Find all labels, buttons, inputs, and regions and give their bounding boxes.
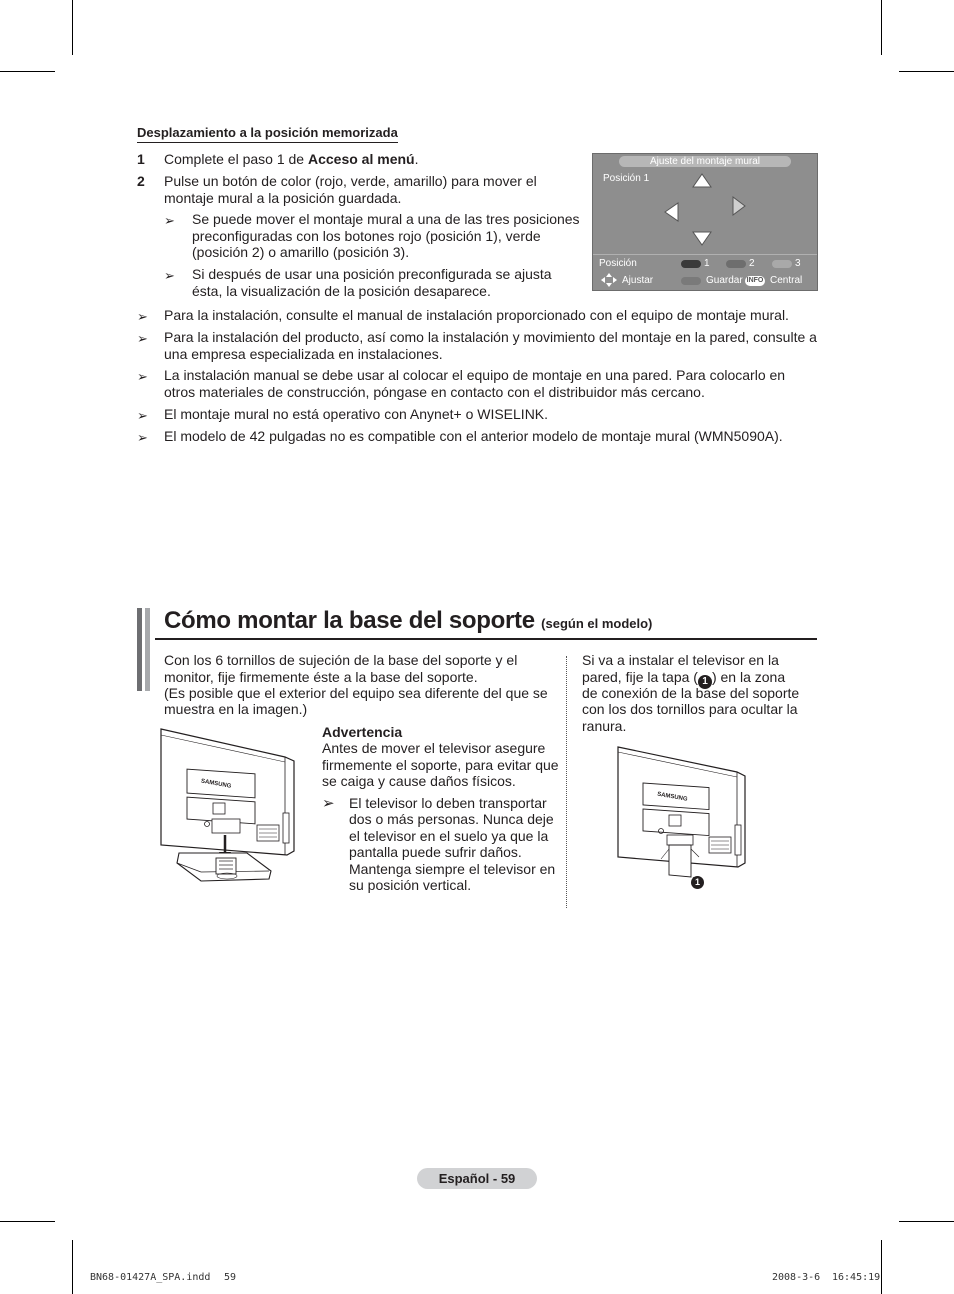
warning-note: pantalla puede sufrir daños. (349, 844, 522, 860)
note-text: (posición 2) o amarillo (posición 3). (192, 244, 410, 260)
note-text: El montaje mural no está operativo con Anynet+ o WISELINK. (164, 406, 549, 422)
note-text: preconfiguradas con los botones rojo (posición 1), verde (192, 228, 541, 244)
body-text: muestra en la imagen.) (164, 701, 308, 717)
arrow-bullet-icon: ➢ (137, 369, 148, 384)
osd-position-label: Posición 1 (603, 173, 650, 184)
osd-adjust-label: Ajustar (622, 275, 654, 286)
note-text: Si después de usar una posición preconfigurada se ajusta (192, 266, 552, 282)
crop-mark (899, 1221, 954, 1222)
print-date: 2008-3-6 (772, 1272, 821, 1283)
note-text: Se puede mover el montaje mural a una de las tres posiciones (192, 211, 580, 227)
red-button-icon (681, 260, 701, 268)
heading-bar (137, 608, 142, 691)
body-text: ranura. (582, 718, 627, 734)
osd-pos-number: 1 (704, 258, 710, 269)
crop-mark (72, 1240, 73, 1294)
warning-note: dos o más personas. Nunca deje (349, 811, 554, 827)
warning-note: su posición vertical. (349, 877, 472, 893)
yellow-button-icon (772, 260, 792, 268)
step-text: montaje mural a la posición guardada. (164, 190, 402, 206)
tv-cover-illustration (615, 745, 755, 893)
heading-rule (155, 638, 817, 640)
step-text: Pulse un botón de color (rojo, verde, amarillo) para mover el (164, 173, 537, 189)
print-page: 59 (224, 1272, 237, 1283)
info-button-icon: INFO (746, 277, 764, 284)
body-text: monitor, fije firmemente éste a la base del soporte. (164, 669, 478, 685)
crop-mark (72, 0, 73, 55)
arrow-bullet-icon: ➢ (322, 795, 335, 812)
body-text: de conexión de la base del soporte (582, 685, 800, 701)
step-text: Complete el paso 1 de Acceso al menú. (164, 151, 419, 167)
callout-number-icon: 1 (691, 876, 704, 889)
warning-title: Advertencia (322, 724, 403, 740)
body-text: Con los 6 tornillos de sujeción de la base del soporte y el (164, 652, 518, 668)
arrow-bullet-icon: ➢ (164, 213, 175, 228)
print-file: BN68-01427A_SPA.indd (90, 1272, 211, 1283)
osd-center-label: Central (770, 275, 803, 286)
body-text: (Es posible que el exterior del equipo sea diferente del que se (164, 685, 548, 701)
crop-mark (881, 1240, 882, 1294)
section-heading: Desplazamiento a la posición memorizada (137, 124, 398, 143)
step-number: 2 (137, 173, 145, 189)
body-text: con los dos tornillos para ocultar la (582, 701, 798, 717)
warning-note: Mantenga siempre el televisor en (349, 861, 556, 877)
direction-arrows-icon (653, 172, 753, 248)
page-subtitle: (según el modelo) (541, 616, 653, 631)
note-text: El modelo de 42 pulgadas no es compatible con el anterior modelo de montaje mural (WMN5090A). (164, 428, 783, 444)
arrow-bullet-icon: ➢ (137, 430, 148, 445)
wall-mount-osd (592, 153, 818, 291)
warning-text: firmemente el soporte, para evitar que (322, 757, 559, 773)
arrow-bullet-icon: ➢ (137, 309, 148, 324)
note-text: La instalación manual se debe usar al colocar el equipo de montaje en una pared. Para colocarlo en (164, 367, 786, 383)
osd-pos-number: 2 (749, 258, 755, 269)
save-button-icon (681, 277, 701, 285)
arrow-bullet-icon: ➢ (137, 331, 148, 346)
osd-row-label: Posición (599, 258, 637, 269)
note-text: Para la instalación del producto, así como la instalación y movimiento del montaje en la pared, consulte a (164, 329, 817, 345)
arrow-bullet-icon: ➢ (164, 268, 175, 283)
column-divider (566, 656, 567, 908)
osd-title: Ajuste del montaje mural (619, 156, 791, 167)
note-text: Para la instalación, consulte el manual de instalación proporcionado con el equipo de montaje mural. (164, 307, 789, 323)
callout-number-icon: 1 (698, 675, 712, 689)
note-text: ésta, la visualización de la posición desaparece. (192, 283, 491, 299)
page-title: Cómo montar la base del soporte (según el modelo) (164, 607, 653, 634)
move-cross-icon (601, 273, 617, 287)
note-text: una empresa especializada en instalaciones. (164, 346, 443, 362)
crop-mark (0, 1221, 55, 1222)
body-text: pared, fije la tapa ( 1 ) en la zona (582, 669, 786, 687)
page-number-label: Español - 59 (438, 1171, 516, 1186)
step-number: 1 (137, 151, 145, 167)
osd-divider (593, 254, 817, 255)
crop-mark (881, 0, 882, 55)
note-text: otros materiales de construcción, póngase en contacto con el distribuidor más cercano. (164, 384, 705, 400)
osd-save-label: Guardar (706, 275, 743, 286)
body-text: Si va a instalar el televisor en la (582, 652, 779, 668)
crop-mark (0, 71, 55, 72)
crop-mark (899, 71, 954, 72)
print-time: 16:45:19 (832, 1272, 881, 1283)
green-button-icon (726, 260, 746, 268)
warning-note: el televisor en el suelo ya que la (349, 828, 549, 844)
warning-note: El televisor lo deben transportar (349, 795, 547, 811)
heading-bar (145, 608, 150, 691)
arrow-bullet-icon: ➢ (137, 408, 148, 423)
brand-logo-text: SAMSUNG (656, 791, 688, 803)
warning-text: se caiga y cause daños físicos. (322, 773, 516, 789)
warning-text: Antes de mover el televisor asegure (322, 740, 546, 756)
brand-logo-text: SAMSUNG (200, 778, 232, 790)
tv-stand-illustration (157, 727, 317, 897)
osd-pos-number: 3 (795, 258, 801, 269)
